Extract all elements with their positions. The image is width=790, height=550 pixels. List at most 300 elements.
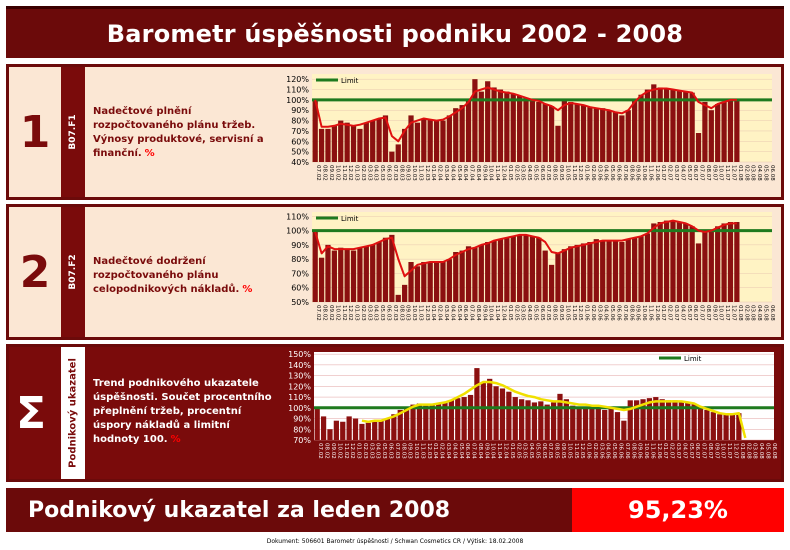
bar: [455, 398, 460, 440]
x-tick-label: 03.08: [749, 165, 756, 181]
bar: [555, 253, 560, 302]
x-tick-label: 03.03: [368, 443, 375, 459]
x-tick-label: 07.03: [391, 305, 398, 321]
bar: [376, 119, 381, 162]
x-tick-label: 05.07: [687, 443, 694, 459]
panel-code: Podnikový ukazatel: [67, 358, 79, 468]
x-tick-label: 09.02: [327, 165, 334, 181]
bar: [462, 397, 467, 440]
y-tick-label: 50%: [291, 298, 309, 307]
x-tick-label: 12.02: [349, 443, 356, 459]
x-tick-label: 08.03: [400, 443, 407, 459]
x-tick-label: 05.05: [534, 443, 541, 459]
x-tick-label: 10.02: [334, 305, 341, 321]
x-tick-label: 10.05: [566, 443, 573, 459]
x-tick-label: 12.06: [653, 165, 660, 181]
bar: [658, 222, 663, 302]
bar: [415, 266, 420, 302]
bar: [690, 93, 695, 162]
x-tick-label: 10.03: [411, 165, 418, 181]
bar: [709, 231, 714, 302]
bar: [338, 121, 343, 162]
bar: [651, 84, 656, 162]
x-tick-label: 12.03: [423, 165, 430, 181]
panel-description: Nadečtové dodržení rozpočtovaného plánu celopodnikových nákladů. %: [93, 256, 253, 295]
bar: [702, 102, 707, 162]
x-tick-label: 09.06: [634, 165, 641, 181]
bar: [677, 222, 682, 302]
x-tick-label: 02.04: [436, 305, 443, 321]
bar: [485, 242, 490, 302]
x-tick-label: 02.04: [436, 165, 443, 181]
x-tick-label: 11.05: [570, 165, 577, 181]
x-tick-label: 07.02: [317, 443, 324, 459]
bar: [466, 246, 471, 302]
bar: [570, 406, 575, 440]
x-tick-label: 08.04: [476, 443, 483, 459]
x-tick-label: 04.06: [602, 305, 609, 321]
x-tick-label: 08.06: [630, 443, 637, 459]
bar: [589, 405, 594, 440]
x-tick-label: 04.07: [679, 165, 686, 181]
bar: [517, 96, 522, 162]
x-tick-label: 02.06: [589, 165, 596, 181]
bar: [498, 239, 503, 302]
x-tick-label: 11.03: [417, 165, 424, 181]
x-tick-label: 06.03: [385, 165, 392, 181]
y-tick-label: 50%: [291, 147, 309, 157]
x-tick-label: 07.07: [700, 443, 707, 459]
x-tick-label: 06.04: [464, 443, 471, 459]
bar: [466, 100, 471, 162]
bar: [440, 262, 445, 302]
bar: [332, 126, 337, 162]
x-tick-label: 08.06: [628, 305, 635, 321]
x-tick-label: 09.04: [481, 305, 488, 321]
x-tick-label: 10.05: [564, 305, 571, 321]
x-tick-label: 02.08: [743, 165, 750, 181]
bar: [543, 251, 548, 302]
bar: [632, 100, 637, 162]
panel-number: Σ: [15, 387, 47, 439]
x-tick-label: 07.03: [391, 165, 398, 181]
bar: [345, 123, 350, 162]
bar: [651, 223, 656, 302]
bar: [626, 239, 631, 302]
bar: [721, 223, 726, 302]
bar: [690, 226, 695, 302]
x-tick-label: 06.03: [385, 305, 392, 321]
x-tick-label: 04.03: [372, 165, 379, 181]
x-tick-label: 10.07: [717, 165, 724, 181]
x-tick-label: 12.04: [500, 165, 507, 181]
bar: [396, 144, 401, 162]
x-tick-label: 10.03: [411, 305, 418, 321]
x-tick-label: 05.08: [762, 165, 769, 181]
x-tick-label: 05.07: [685, 305, 692, 321]
footer-value: 95,23%: [628, 496, 728, 524]
x-tick-label: 09.06: [636, 443, 643, 459]
x-tick-label: 07.05: [545, 165, 552, 181]
x-tick-label: 02.06: [589, 305, 596, 321]
x-tick-label: 04.03: [374, 443, 381, 459]
x-tick-label: 07.02: [315, 305, 322, 321]
x-tick-label: 05.04: [455, 305, 462, 321]
x-tick-label: 09.02: [329, 443, 336, 459]
title-bar: [6, 6, 784, 58]
bar: [606, 241, 611, 302]
bar: [460, 251, 465, 302]
x-tick-label: 01.04: [430, 305, 437, 321]
bar: [670, 221, 675, 302]
bar: [479, 92, 484, 162]
bar: [402, 285, 407, 302]
x-tick-label: 08.03: [398, 305, 405, 321]
bar: [453, 252, 458, 302]
x-tick-label: 01.08: [738, 443, 745, 459]
x-tick-label: 01.06: [583, 305, 590, 321]
x-tick-label: 09.06: [634, 305, 641, 321]
bar: [321, 416, 326, 440]
x-tick-label: 12.06: [653, 305, 660, 321]
x-tick-label: 09.03: [406, 443, 413, 459]
bar: [600, 241, 605, 302]
bar: [723, 413, 728, 440]
x-tick-label: 02.05: [513, 165, 520, 181]
x-tick-label: 06.04: [462, 305, 469, 321]
bar: [325, 129, 330, 162]
x-tick-label: 06.03: [387, 443, 394, 459]
x-tick-label: 01.03: [353, 165, 360, 181]
x-tick-label: 06.08: [768, 305, 775, 321]
x-tick-label: 01.07: [662, 443, 669, 459]
x-tick-label: 02.03: [361, 443, 368, 459]
x-tick-label: 10.04: [487, 305, 494, 321]
panel-code: B07.F1: [68, 114, 78, 150]
y-tick-label: 150%: [288, 350, 311, 360]
x-tick-label: 04.03: [372, 305, 379, 321]
bar: [600, 108, 605, 162]
bar: [683, 223, 688, 302]
bar: [449, 400, 454, 440]
x-tick-label: 05.05: [532, 305, 539, 321]
x-tick-label: 07.03: [393, 443, 400, 459]
y-tick-label: 60%: [291, 283, 309, 293]
x-tick-label: 05.06: [609, 165, 616, 181]
x-tick-label: 03.08: [749, 305, 756, 321]
bar: [728, 222, 733, 302]
bar: [513, 397, 518, 440]
x-tick-label: 09.04: [483, 443, 490, 459]
x-tick-label: 11.05: [570, 305, 577, 321]
bar: [364, 246, 369, 302]
bar: [536, 238, 541, 302]
x-tick-label: 11.07: [726, 443, 733, 459]
x-tick-label: 01.04: [432, 443, 439, 459]
bar: [511, 94, 516, 162]
x-tick-label: 11.06: [649, 443, 656, 459]
bar: [638, 95, 643, 162]
bar: [338, 248, 343, 302]
bar: [555, 126, 560, 162]
x-tick-label: 03.05: [519, 165, 526, 181]
bar: [698, 408, 703, 440]
bar: [487, 379, 492, 440]
bar: [577, 407, 582, 440]
x-tick-label: 03.03: [366, 165, 373, 181]
bar: [519, 399, 524, 440]
bar: [647, 398, 652, 440]
x-tick-label: 09.05: [557, 165, 564, 181]
x-tick-label: 06.08: [770, 443, 777, 459]
bar: [715, 104, 720, 162]
bar: [594, 108, 599, 162]
bar: [543, 104, 548, 162]
bar: [351, 126, 356, 162]
bar: [734, 99, 739, 162]
x-tick-label: 05.06: [611, 443, 618, 459]
y-tick-label: 120%: [286, 75, 309, 85]
bar: [530, 100, 535, 162]
bar: [704, 410, 709, 440]
legend-label: Limit: [341, 77, 359, 85]
x-tick-label: 05.08: [762, 305, 769, 321]
x-tick-label: 01.05: [506, 305, 513, 321]
x-tick-label: 10.02: [336, 443, 343, 459]
x-tick-label: 04.08: [758, 443, 765, 459]
legend-label: Limit: [341, 215, 359, 223]
bar: [327, 429, 332, 440]
x-tick-label: 08.04: [474, 165, 481, 181]
x-tick-label: 02.04: [438, 443, 445, 459]
y-tick-label: 60%: [291, 137, 309, 147]
bar: [423, 406, 428, 440]
bar: [385, 419, 390, 440]
y-tick-label: 70%: [293, 436, 311, 445]
x-tick-label: 08.02: [321, 165, 328, 181]
bar: [376, 242, 381, 302]
bar: [440, 121, 445, 162]
bar: [511, 236, 516, 302]
bar: [340, 422, 345, 440]
x-tick-label: 04.07: [681, 443, 688, 459]
x-tick-label: 07.04: [468, 305, 475, 321]
bar: [523, 98, 528, 162]
y-tick-label: 90%: [291, 106, 309, 116]
y-tick-label: 90%: [291, 240, 309, 250]
y-tick-label: 120%: [288, 382, 311, 392]
bar: [564, 399, 569, 440]
x-tick-label: 03.07: [672, 305, 679, 321]
y-tick-label: 80%: [291, 255, 309, 265]
bar: [581, 243, 586, 302]
panel-code: B07.F2: [68, 254, 78, 290]
bar: [428, 262, 433, 302]
bar: [549, 265, 554, 302]
document-line: Dokument: 506601 Barometr úspěšnosti / Schwan Cosmetics CR / Výtisk: 18.02.2008: [266, 538, 524, 545]
x-tick-label: 10.07: [719, 443, 726, 459]
x-tick-label: 04.05: [526, 305, 533, 321]
x-tick-label: 11.03: [419, 443, 426, 459]
bar: [353, 419, 358, 440]
bar: [562, 100, 567, 162]
footer-label: Podnikový ukazatel za leden 2008: [28, 497, 451, 523]
x-tick-label: 02.08: [745, 443, 752, 459]
chart-b07-f1: [278, 70, 780, 194]
bar: [460, 105, 465, 162]
x-tick-label: 02.05: [513, 305, 520, 321]
x-tick-label: 11.07: [724, 305, 731, 321]
bar: [549, 106, 554, 162]
x-tick-label: 12.03: [423, 305, 430, 321]
x-tick-label: 03.07: [674, 443, 681, 459]
x-tick-label: 01.08: [736, 165, 743, 181]
x-tick-label: 01.07: [660, 305, 667, 321]
x-tick-label: 06.06: [615, 165, 622, 181]
bar: [575, 104, 580, 162]
x-tick-label: 04.05: [526, 165, 533, 181]
x-tick-label: 06.06: [615, 305, 622, 321]
y-tick-label: 130%: [288, 371, 311, 381]
x-tick-label: 05.03: [379, 165, 386, 181]
x-tick-label: 09.05: [559, 443, 566, 459]
x-tick-label: 01.03: [353, 305, 360, 321]
x-tick-label: 06.07: [692, 305, 699, 321]
x-tick-label: 07.06: [621, 305, 628, 321]
bar: [410, 405, 415, 440]
bar: [568, 246, 573, 302]
bar: [653, 397, 658, 440]
x-tick-label: 11.05: [572, 443, 579, 459]
x-tick-label: 08.07: [704, 305, 711, 321]
bar: [378, 421, 383, 440]
bar: [485, 81, 490, 162]
x-tick-label: 12.03: [425, 443, 432, 459]
x-tick-label: 04.06: [604, 443, 611, 459]
x-tick-label: 02.07: [666, 305, 673, 321]
bar: [430, 405, 435, 440]
bar: [364, 123, 369, 162]
panel-description: Trend podnikového ukazatele úspěšnosti. Součet procentního přeplnění tržeb, procentní úspory nákladů a limitní hodnoty 100. %: [93, 378, 272, 445]
bar: [717, 414, 722, 440]
x-tick-label: 01.04: [430, 165, 437, 181]
x-tick-label: 08.06: [628, 165, 635, 181]
bar: [525, 400, 530, 440]
x-tick-label: 12.05: [577, 165, 584, 181]
bar: [334, 421, 339, 440]
x-tick-label: 08.03: [398, 165, 405, 181]
x-tick-label: 12.05: [577, 305, 584, 321]
bar: [504, 238, 509, 302]
bar: [702, 232, 707, 302]
bar: [396, 295, 401, 302]
x-tick-label: 11.02: [342, 443, 349, 459]
x-tick-label: 01.03: [355, 443, 362, 459]
bar: [734, 222, 739, 302]
bar: [583, 408, 588, 440]
x-tick-label: 11.04: [494, 165, 501, 181]
y-tick-label: 40%: [291, 158, 309, 167]
x-tick-label: 09.05: [557, 305, 564, 321]
bar: [366, 423, 371, 440]
x-tick-label: 03.06: [598, 443, 605, 459]
x-tick-label: 02.06: [591, 443, 598, 459]
bar: [434, 262, 439, 302]
bar: [370, 121, 375, 162]
bar: [615, 412, 620, 440]
y-tick-label: 100%: [286, 226, 309, 236]
x-tick-label: 02.07: [666, 165, 673, 181]
bar: [645, 233, 650, 302]
bar: [672, 400, 677, 440]
x-tick-label: 03.08: [751, 443, 758, 459]
y-tick-label: 100%: [286, 95, 309, 105]
x-tick-label: 09.07: [713, 443, 720, 459]
x-tick-label: 07.04: [468, 165, 475, 181]
x-tick-label: 02.08: [743, 305, 750, 321]
bar: [696, 243, 701, 302]
x-tick-label: 05.06: [609, 305, 616, 321]
bar: [664, 221, 669, 302]
x-tick-label: 04.06: [602, 165, 609, 181]
x-tick-label: 07.05: [547, 443, 554, 459]
x-tick-label: 03.05: [519, 305, 526, 321]
bar: [709, 110, 714, 162]
bar: [683, 92, 688, 162]
bar: [587, 107, 592, 162]
bar: [479, 245, 484, 302]
x-tick-label: 12.07: [730, 165, 737, 181]
x-tick-label: 03.06: [596, 305, 603, 321]
x-tick-label: 07.02: [315, 165, 322, 181]
bar: [491, 241, 496, 302]
footer-value-box: [572, 488, 784, 532]
y-tick-label: 90%: [293, 414, 311, 424]
x-tick-label: 04.04: [451, 443, 458, 459]
x-tick-label: 04.04: [449, 305, 456, 321]
x-tick-label: 12.04: [502, 443, 509, 459]
x-tick-label: 11.07: [724, 165, 731, 181]
x-tick-label: 12.04: [500, 305, 507, 321]
x-tick-label: 12.02: [347, 305, 354, 321]
bar: [536, 102, 541, 162]
x-tick-label: 10.04: [489, 443, 496, 459]
bar: [319, 129, 324, 162]
bar: [632, 238, 637, 302]
bar: [517, 235, 522, 302]
bar: [596, 408, 601, 440]
x-tick-label: 08.02: [323, 443, 330, 459]
x-tick-label: 03.04: [444, 443, 451, 459]
x-tick-label: 12.06: [655, 443, 662, 459]
x-tick-label: 01.06: [583, 165, 590, 181]
bar: [711, 412, 716, 440]
bar: [481, 382, 486, 440]
x-tick-label: 12.02: [347, 165, 354, 181]
x-tick-label: 02.07: [668, 443, 675, 459]
bar: [581, 105, 586, 162]
x-tick-label: 03.05: [521, 443, 528, 459]
bar: [325, 245, 330, 302]
x-tick-label: 10.05: [564, 165, 571, 181]
x-tick-label: 06.08: [768, 165, 775, 181]
x-tick-label: 12.07: [730, 305, 737, 321]
x-tick-label: 02.03: [359, 305, 366, 321]
bar: [372, 422, 377, 440]
x-tick-label: 10.03: [413, 443, 420, 459]
chart-podnikovy-ukazatel: [280, 348, 780, 478]
x-tick-label: 04.08: [756, 305, 763, 321]
